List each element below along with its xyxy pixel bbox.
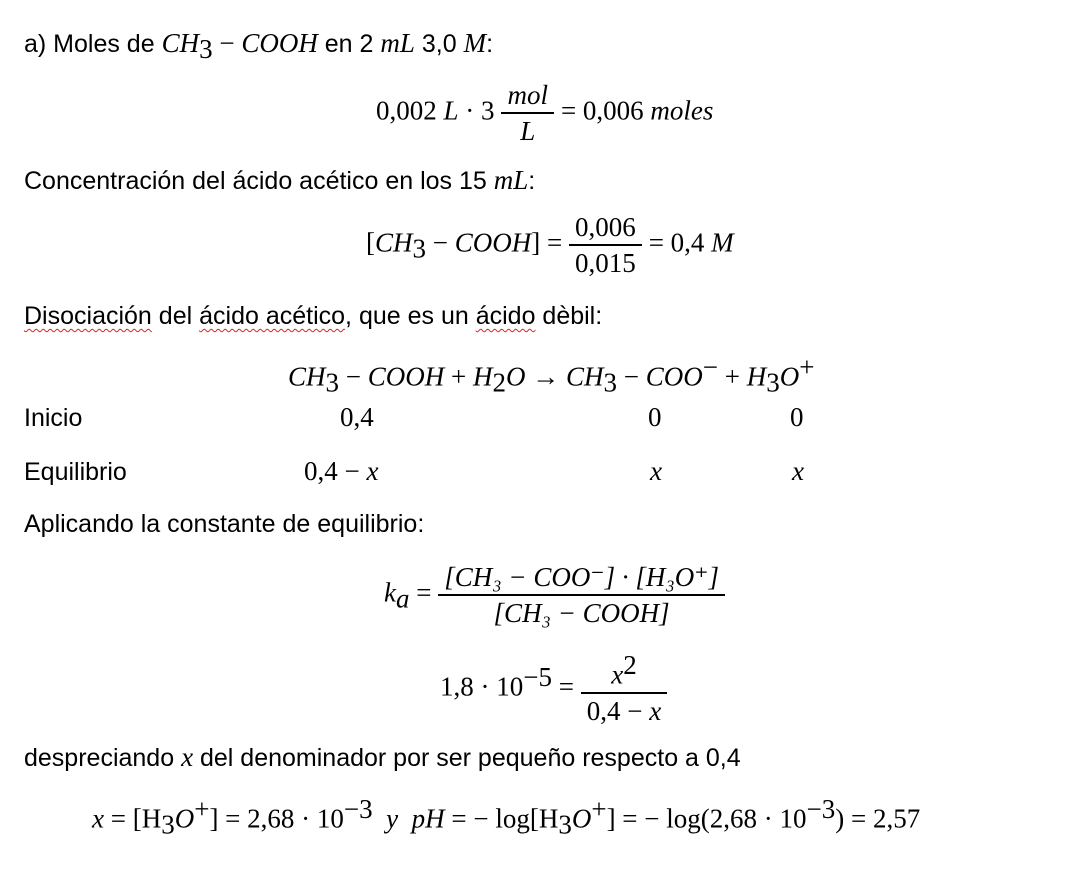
eq2-sub3: 3 <box>412 233 427 264</box>
row-equil-c3: x <box>792 456 804 486</box>
sub-3: 3 <box>199 34 213 64</box>
ka-den: [CH₃ − COOH] <box>493 598 670 628</box>
row-inicio-label: Inicio <box>24 404 83 432</box>
dissoc-t1: del <box>151 302 200 330</box>
eq4-den-num: 0,4 − <box>586 696 650 727</box>
r-h: H <box>473 361 493 392</box>
eq1-lhs: 0,002 <box>376 95 444 126</box>
eq2-minus: − <box>426 227 455 258</box>
r-minus2: − <box>617 361 646 392</box>
eq5-p1: = [H <box>103 803 162 834</box>
row-equil-c2: x <box>650 456 662 486</box>
dissoc-t3: dèbil: <box>535 302 603 330</box>
eq4-eq: = <box>551 671 581 702</box>
eq5-p4: = − log[H <box>444 803 559 834</box>
r-charge-minus: − <box>702 352 718 382</box>
r-sub3b: 3 <box>603 367 618 398</box>
heading-a <box>24 28 493 65</box>
neglect-t2: del denominador por ser pequeño respecto a 0,4 <box>193 744 741 772</box>
apply-line: Aplicando la constante de equilibrio: <box>24 510 425 538</box>
heading-a-prefix: a) Moles de <box>24 30 162 58</box>
r-coo: COO <box>645 361 703 392</box>
ka-fraction <box>438 560 725 630</box>
row-equil-c1-num: 0,4 − <box>304 456 367 486</box>
r-ch: CH <box>288 361 326 392</box>
r-ch2: CH <box>566 361 604 392</box>
species-cooh: COOH <box>241 28 318 58</box>
eq5-p6: ] = − log(2,68 · 10 <box>606 803 807 834</box>
eq4-lhs: 1,8 · 10 <box>440 671 524 702</box>
eq2-ch: CH <box>375 227 413 258</box>
conc-text: Concentración del ácido acético en los 15 <box>24 167 494 195</box>
eq4-den-var: x <box>649 696 662 727</box>
r-h3: H <box>746 361 767 392</box>
eq5-s1: 3 <box>161 809 175 840</box>
eq2-open: [ <box>366 227 375 258</box>
eq5-sp1: + <box>194 794 210 824</box>
spellcheck-word-acido: ácido <box>475 302 536 330</box>
spellcheck-word-acido-acetico: ácido acético <box>199 302 346 330</box>
r-minus: − <box>339 361 368 392</box>
eq1-lhs-unit: L <box>443 95 459 126</box>
row-equil-c1-var: x <box>366 456 379 486</box>
r-charge-plus: + <box>799 352 815 382</box>
row-equil-c1 <box>304 456 378 487</box>
equation-ka-value <box>440 648 667 729</box>
equation-ka <box>384 560 725 630</box>
eq4-num-var: x <box>611 659 624 690</box>
row-equil-label: Equilibrio <box>24 458 127 486</box>
eq5-p3: ] = 2,68 · 10 <box>209 803 344 834</box>
unit-ml: mL <box>380 28 415 58</box>
reaction-arrow-icon: → <box>525 361 566 392</box>
eq2-unit: M <box>711 227 734 258</box>
spellcheck-word-disociacion: Disociación <box>24 302 152 330</box>
equation-moles <box>376 78 713 148</box>
eq5-ph: pH <box>411 803 445 834</box>
eq4-num <box>581 648 667 692</box>
r-sub: 3 <box>325 367 340 398</box>
r-sub3c: 3 <box>766 367 780 398</box>
r-plus2: + <box>718 361 747 392</box>
ka-sub: a <box>395 583 410 614</box>
r-o2: O <box>779 361 800 392</box>
equation-ph <box>92 794 920 840</box>
r-plus: + <box>444 361 473 392</box>
eq5-e2: −3 <box>806 794 836 824</box>
eq2-close: ] = <box>531 227 569 258</box>
eq4-exp: −5 <box>523 661 552 692</box>
eq4-den <box>581 694 667 729</box>
eq1-eq: = 0,006 <box>560 95 651 126</box>
eq5-x: x <box>92 803 104 834</box>
eq4-fraction <box>581 648 667 729</box>
reaction-equation <box>288 352 814 398</box>
neglect-line <box>24 742 741 773</box>
dissociation-line <box>24 302 602 331</box>
unit-molar: M <box>463 28 487 58</box>
eq1-num: mol <box>507 80 548 110</box>
row-inicio-c1: 0,4 <box>340 402 374 432</box>
eq5-e1: −3 <box>343 794 373 824</box>
minus-sign: − <box>212 28 242 58</box>
row-inicio-c3: 0 <box>790 402 804 432</box>
eq5-sp2: + <box>591 794 607 824</box>
eq2-fraction <box>569 210 642 280</box>
eq1-den: L <box>520 116 536 146</box>
species-ch: CH <box>161 28 200 58</box>
r-sub2: 2 <box>492 367 506 398</box>
heading-a-colon: : <box>486 30 494 58</box>
eq2-cooh: COOH <box>454 227 532 258</box>
eq1-dot: · 3 <box>458 95 495 126</box>
eq2-rhs: = 0,4 <box>648 227 712 258</box>
eq5-y: y <box>372 803 412 834</box>
equation-concentration <box>366 210 734 280</box>
r-cooh: COOH <box>367 361 445 392</box>
eq1-fraction <box>501 78 554 148</box>
eq5-s2: 3 <box>558 809 572 840</box>
heading-a-middle2: 3,0 <box>414 30 464 58</box>
dissoc-t2: , que es un <box>345 302 476 330</box>
eq5-p2: O <box>174 803 195 834</box>
eq2-den: 0,015 <box>574 248 636 278</box>
eq1-rhs-unit: moles <box>650 95 714 126</box>
conc-colon: : <box>528 167 536 195</box>
eq5-p5: O <box>571 803 592 834</box>
neglect-var: x <box>181 742 194 772</box>
eq2-num: 0,006 <box>574 212 636 242</box>
eq5-p7: ) = 2,57 <box>835 803 921 834</box>
conc-unit: mL <box>493 165 529 195</box>
neglect-t1: despreciando <box>24 744 182 772</box>
ka-eq: = <box>409 577 439 608</box>
concentration-line <box>24 165 535 196</box>
ka-num: [CH₃ − COO⁻] · [H₃O⁺] <box>444 562 720 592</box>
r-o: O <box>506 361 526 392</box>
eq4-num-exp: 2 <box>623 650 637 680</box>
heading-a-middle: en 2 <box>317 30 381 58</box>
row-inicio-c2: 0 <box>648 402 662 432</box>
ka-k: k <box>384 577 396 608</box>
